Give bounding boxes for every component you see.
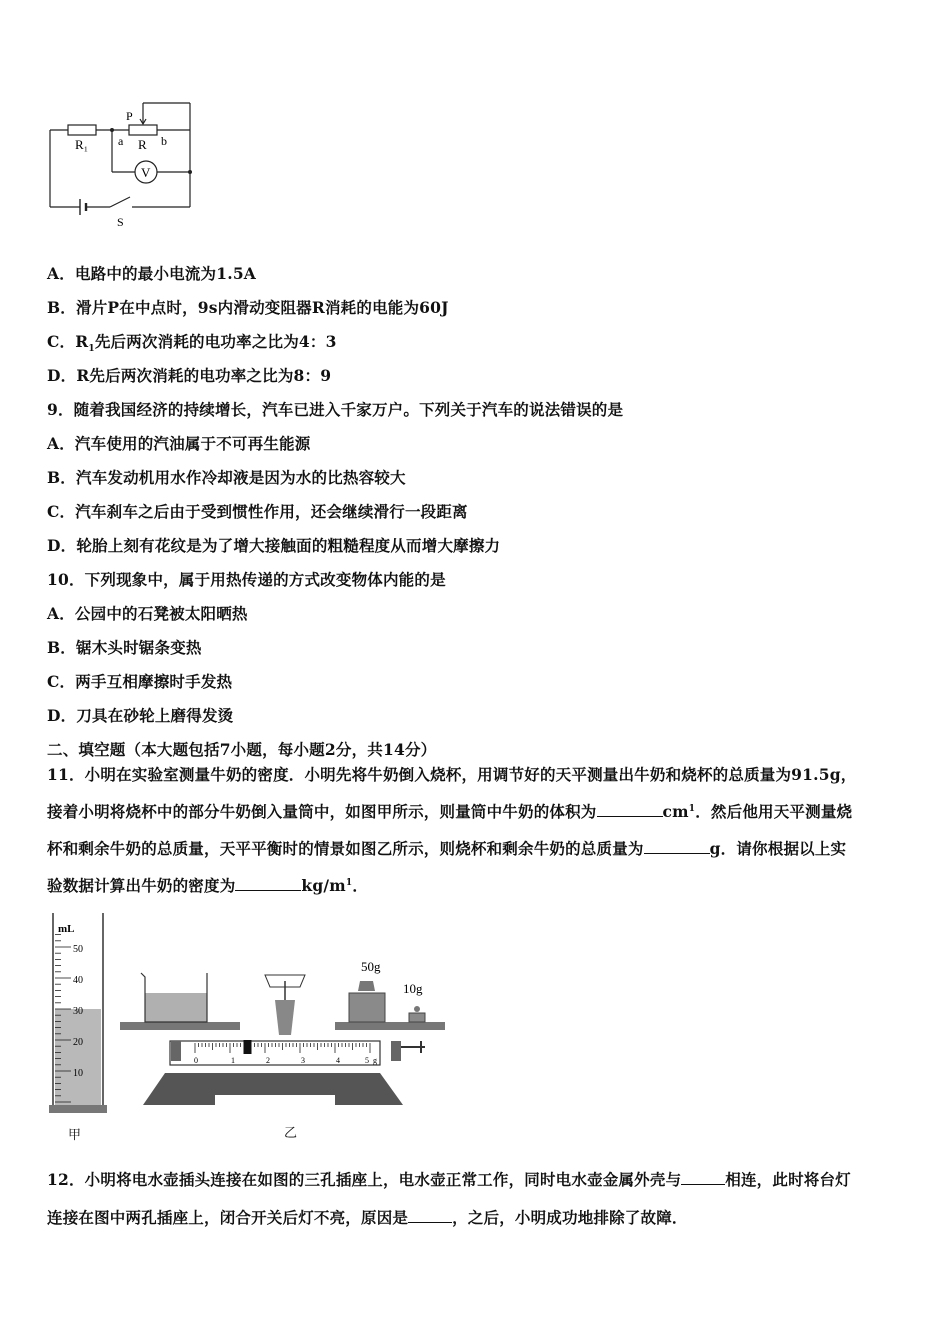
q11-line4 [47, 874, 368, 896]
q9-option-c: C．汽车刹车之后由于受到惯性作用，还会继续滑行一段距离 [47, 502, 468, 521]
q9-option-b: B．汽车发动机用水作冷却液是因为水的比热容较大 [47, 468, 406, 487]
option-letter: B． [47, 298, 77, 317]
q8-option-a [47, 262, 256, 284]
circuit-diagram [40, 95, 210, 235]
q11-line1: 11．小明在实验室测量牛奶的密度．小明先将牛奶倒入烧杯，用调节好的天平测量出牛奶和烧杯的总质量为91.5g， [47, 765, 857, 784]
milk-in-beaker [145, 993, 207, 1022]
option-text: 电路中的最小电流为1.5A [74, 264, 257, 283]
q10-option-c: C．两手互相摩擦时手发热 [47, 672, 233, 691]
text: ． [352, 876, 369, 895]
text: 12．小明将电水壶插头连接在如图的三孔插座上，电水壶正常工作，同时电水壶金属外壳与 [47, 1170, 682, 1189]
label-r1: R₁ [75, 137, 89, 152]
unit: kg/m [301, 876, 346, 895]
text: 相连，此时将台灯 [725, 1170, 851, 1189]
q10-stem: 10．下列现象中，属于用热传递的方式改变物体内能的是 [47, 570, 446, 589]
caption-jia: 甲 [68, 1128, 82, 1143]
label-r: R [138, 137, 147, 152]
option-letter: C． [47, 332, 76, 351]
q8-option-b [47, 296, 449, 318]
section-heading: 二、填空题（本大题包括7小题，每小题2分，共14分） [47, 740, 437, 759]
q10-option-d: D．刀具在砂轮上磨得发烫 [47, 706, 234, 725]
superscript: 1 [688, 803, 696, 814]
graduated-cylinder [45, 905, 115, 1120]
scale-5: 5 [365, 1056, 369, 1065]
scale-1: 1 [231, 1056, 235, 1065]
text: 杯和剩余牛奶的总质量，天平平衡时的情景如图乙所示，则烧杯和剩余牛奶的总质量为 [47, 839, 644, 858]
rheostat-r [129, 125, 157, 135]
text: 接着小明将烧杯中的部分牛奶倒入量筒中，如图甲所示，则量筒中牛奶的体积为 [47, 802, 597, 821]
q9-stem: 9．随着我国经济的持续增长，汽车已进入千家万户。下列关于汽车的说法错误的是 [47, 400, 624, 419]
label-p: P [126, 109, 133, 123]
scale-2: 2 [266, 1056, 270, 1065]
base-cutout [215, 1095, 335, 1105]
superscript: 1 [345, 877, 353, 888]
cylinder-base [49, 1105, 107, 1113]
tick-label-20: 20 [73, 1037, 83, 1048]
q12-line1 [47, 1168, 851, 1190]
q10-option-a: A．公园中的石凳被太阳晒热 [47, 604, 248, 623]
beam [170, 1041, 380, 1065]
option-text: R先后两次消耗的电功率之比为8：9 [76, 366, 332, 385]
q8-option-d [47, 364, 331, 386]
tick-label-40: 40 [73, 975, 83, 986]
tick-label-10: 10 [73, 1068, 83, 1079]
subscript: 1 [88, 344, 95, 355]
weight-label-10g: 10g [403, 981, 423, 996]
pointer-column [275, 1000, 295, 1035]
scale-4: 4 [336, 1056, 340, 1065]
text: g．请你根据以上实 [709, 839, 847, 858]
right-pan [335, 1022, 445, 1030]
text: 连接在图中两孔插座上，闭合开关后灯不亮，原因是 [47, 1208, 409, 1227]
q9-option-a: A．汽车使用的汽油属于不可再生能源 [47, 434, 311, 453]
text: ．然后他用天平测量烧 [695, 802, 853, 821]
answer-blank-ground[interactable] [681, 1170, 725, 1185]
milk-level [55, 1009, 101, 1105]
q12-line2 [47, 1206, 688, 1228]
scale-0: 0 [194, 1056, 198, 1065]
q9-option-d: D．轮胎上刻有花纹是为了增大接触面的粗糙程度从而增大摩擦力 [47, 536, 501, 555]
q11-line3 [47, 837, 846, 859]
weight-10g [409, 1013, 425, 1022]
tick-label-30: 30 [73, 1006, 83, 1017]
resistor-r1 [68, 125, 96, 135]
scale-3: 3 [301, 1056, 305, 1065]
rider [244, 1040, 252, 1054]
option-letter: A． [47, 264, 75, 283]
weight-50g [349, 993, 385, 1022]
answer-blank-reason[interactable] [408, 1208, 452, 1223]
answer-blank-volume[interactable] [597, 802, 663, 817]
weight-label-50g: 50g [361, 959, 381, 974]
option-text: 先后两次消耗的电功率之比为4：3 [94, 332, 337, 351]
option-text: 滑片P在中点时，9s内滑动变阻器R消耗的电能为60J [76, 298, 449, 317]
label-s: S [117, 215, 124, 229]
text: 验数据计算出牛奶的密度为 [47, 876, 236, 895]
q10-option-b: B．锯木头时锯条变热 [47, 638, 202, 657]
option-letter: D． [47, 366, 77, 385]
balance-scale [115, 955, 445, 1115]
unit: cm [662, 802, 689, 821]
option-text: R [75, 332, 89, 351]
left-pan [120, 1022, 240, 1030]
q8-option-c [47, 330, 337, 354]
tick-label-50: 50 [73, 944, 83, 955]
answer-blank-density[interactable] [235, 876, 301, 891]
scale-unit: g [373, 1056, 377, 1065]
caption-yi: 乙 [284, 1126, 298, 1141]
label-a: a [118, 134, 124, 148]
unit-label: mL [58, 923, 75, 935]
answer-blank-mass[interactable] [644, 839, 710, 854]
label-b: b [161, 134, 167, 148]
text: ，之后，小明成功地排除了故障． [452, 1208, 688, 1227]
q11-line2 [47, 800, 852, 822]
label-v: V [141, 165, 151, 180]
